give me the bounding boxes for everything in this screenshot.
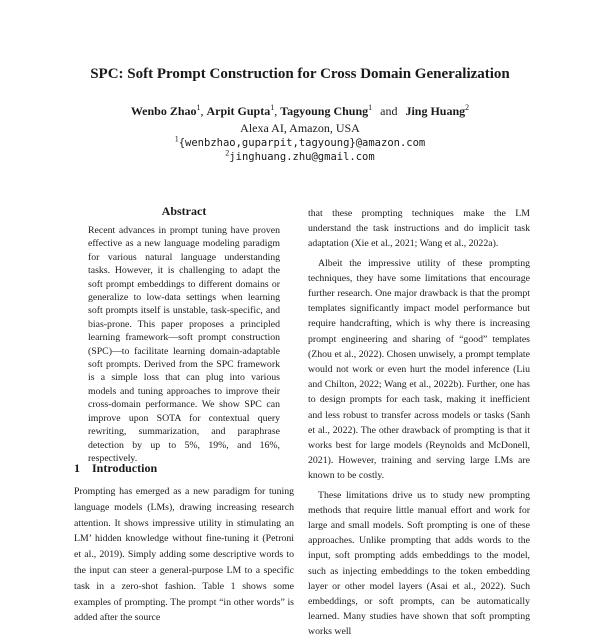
section-heading-introduction [74,461,157,476]
author-name: Jing Huang [405,104,466,118]
abstract-body: Recent advances in prompt tuning have proven effective as a new language modeling paradigm for various natural language understanding tasks. However, it is challenging to adapt the soft prompt embeddings to different domains or generalize to low-data settings when learning soft prompts itself is unstable, task-specific, and bias-prone. This paper proposes a principled learning framework—soft prompt construction (SPC)—to facilitate learning domain-adaptable soft prompts. Derived from the SPC framework is a simple loss that can plug into various models and tuning approaches to improve their cross-domain performance. We show SPC can improve upon SOTA for contextual query rewriting, summarization, and paraphrase detection by up to 5%, 19%, and 16%, respectively. [88,225,280,464]
author-name: Wenbo Zhao [130,104,197,118]
introduction-body: Prompting has emerged as a new paradigm for tuning language models (LMs), drawing increasing research attention. It shows impressive utility in stimulating an LM’ hidden knowledge without fine-tuning it (Petroni et al., 2019). Simply adding some descriptive words to the input can steer a general-purpose LM to a specific task in a zero-shot fashion. Table 1 shows some examples of prompting. The prompt “in other words” is added after the source [74,486,294,624]
author-name: Arpit Gupta [206,104,271,118]
paragraph: These limitations drive us to study new prompting methods that require little manual effort and work for large and small models. Soft prompting is one of these approaches. Unlike prompting that adds words to the input, soft prompting adds embeddings to the model, such as injecting embeddings to the token embedding layer or other model layers (Asai et al., 2022). Such embeddings, or soft prompts, can be automatically learned. Many studies have shown that soft prompting works well [308,489,530,638]
paper-title: SPC: Soft Prompt Construction for Cross Domain Generalization [90,66,510,82]
affiliation: Alexa AI, Amazon, USA [240,121,360,135]
author-separator: , [274,104,278,118]
email-line [0,136,600,150]
author-separator: , [200,104,204,118]
section-title: Introduction [92,461,158,475]
email-affil-mark: 1 [174,134,179,144]
author-affil-mark: 1 [368,103,373,112]
right-column [308,206,530,644]
author-affil-mark: 1 [270,103,275,112]
email-address: jinghuang.zhu@gmail.com [229,151,375,163]
author-list [0,104,600,119]
paragraph: that these prompting techniques make the LM understand the task instructions and do implicit task adaptation (Xie et al., 2021; Wang et al., 2022a). [308,208,530,250]
abstract-heading: Abstract [161,204,207,218]
author-affil-mark: 1 [196,103,201,112]
author-name: Tagyoung Chung [280,104,369,118]
email-affil-mark: 2 [225,148,230,158]
author-affil-mark: 2 [465,103,470,112]
author-conjunction: and [380,104,398,118]
section-number: 1 [74,461,80,475]
paragraph: Albeit the impressive utility of these prompting techniques, they have some limitations that encourage further research. One major drawback is that the prompt templates significantly impact model performance but require handcrafting, which is why there is increasing prompt engineering and sharing of “good” templates (Zhou et al., 2022). Chosen unwisely, a prompt template would not work or even hurt the model inference (Liu and Chilton, 2022; Wang et al., 2022b). Further, one has to design prompts for each task, making it inefficient and less robust to transfer across models or tasks (Sanh et al., 2022). The other drawback of prompting is that it works best for large models (Reynolds and McDonell, 2021). However, training and serving large LMs are known to be costly. [308,257,530,482]
email-address: {wenbzhao,guparpit,tagyoung}@amazon.com [178,137,426,149]
email-line [0,150,600,164]
